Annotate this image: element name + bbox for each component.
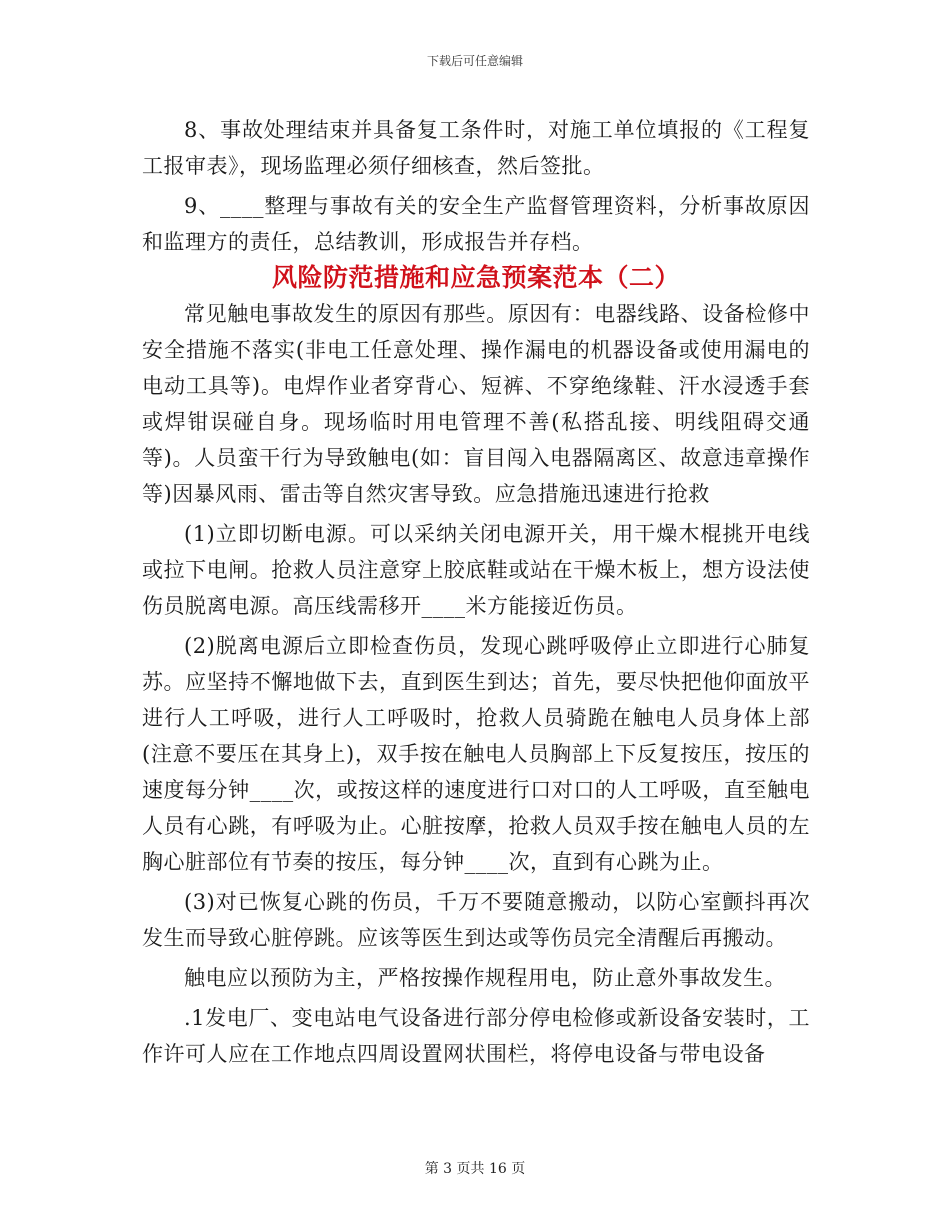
paragraph-prevention: 触电应以预防为主，严格按操作规程用电，防止意外事故发生。 xyxy=(184,966,786,990)
paragraph-item-9: 9、____整理与事故有关的安全生产监督管理资料，分析事故原因和监理方的责任，总结教训，形成报告并存档。 xyxy=(142,194,810,254)
paragraph-causes: 常见触电事故发生的原因有那些。原因有：电器线路、设备检修中安全措施不落实(非电工任意处理、操作漏电的机器设备或使用漏电的电动工具等)。电焊作业者穿背心、短裤、不穿绝缘鞋、汗水浸透手套或焊钳误碰自身。现场临时用电管理不善(私搭乱接、明线阻碍交通等)。人员蛮干行为导致触电(如：盲目闯入电器隔离区、故意违章操作等)因暴风雨、雷击等自然灾害导致。应急措施迅速进行抢救 xyxy=(142,302,810,506)
paragraph-step-1: (1)立即切断电源。可以采纳关闭电源开关，用干燥木棍挑开电线或拉下电闸。抢救人员注意穿上胶底鞋或站在干燥木板上，想方设法使伤员脱离电源。高压线需移开____米方能接近伤员。 xyxy=(142,522,810,618)
paragraph-item-8: 8、事故处理结束并具备复工条件时，对施工单位填报的《工程复工报审表》，现场监理必须仔细核查，然后签批。 xyxy=(142,118,810,178)
paragraph-step-2: (2)脱离电源后立即检查伤员，发现心跳呼吸停止立即进行心肺复苏。应坚持不懈地做下去，直到医生到达；首先，要尽快把他仰面放平进行人工呼吸，进行人工呼吸时，抢救人员骑跪在触电人员身体上部(注意不要压在其身上)，双手按在触电人员胸部上下反复按压，按压的速度每分钟____次，或按这样的速度进行口对口的人工呼吸，直至触电人员有心跳，有呼吸为止。心脏按摩，抢救人员双手按在触电人员的左胸心脏部位有节奏的按压，每分钟____次，直到有心跳为止。 xyxy=(142,634,810,874)
page-footer-number: 第 3 页共 16 页 xyxy=(424,1161,526,1177)
document-body xyxy=(142,112,810,1072)
section-title: 风险防范措施和应急预案范本（二） xyxy=(271,263,680,292)
page-header-note: 下载后可任意编辑 xyxy=(426,54,523,68)
paragraph-step-3: (3)对已恢复心跳的伤员，千万不要随意搬动，以防心室颤抖再次发生而导致心脏停跳。应该等医生到达或等伤员完全清醒后再搬动。 xyxy=(142,890,810,950)
paragraph-section-1: .1发电厂、变电站电气设备进行部分停电检修或新设备安装时，工作许可人应在工作地点四周设置网状围栏，将停电设备与带电设备 xyxy=(142,1006,810,1066)
